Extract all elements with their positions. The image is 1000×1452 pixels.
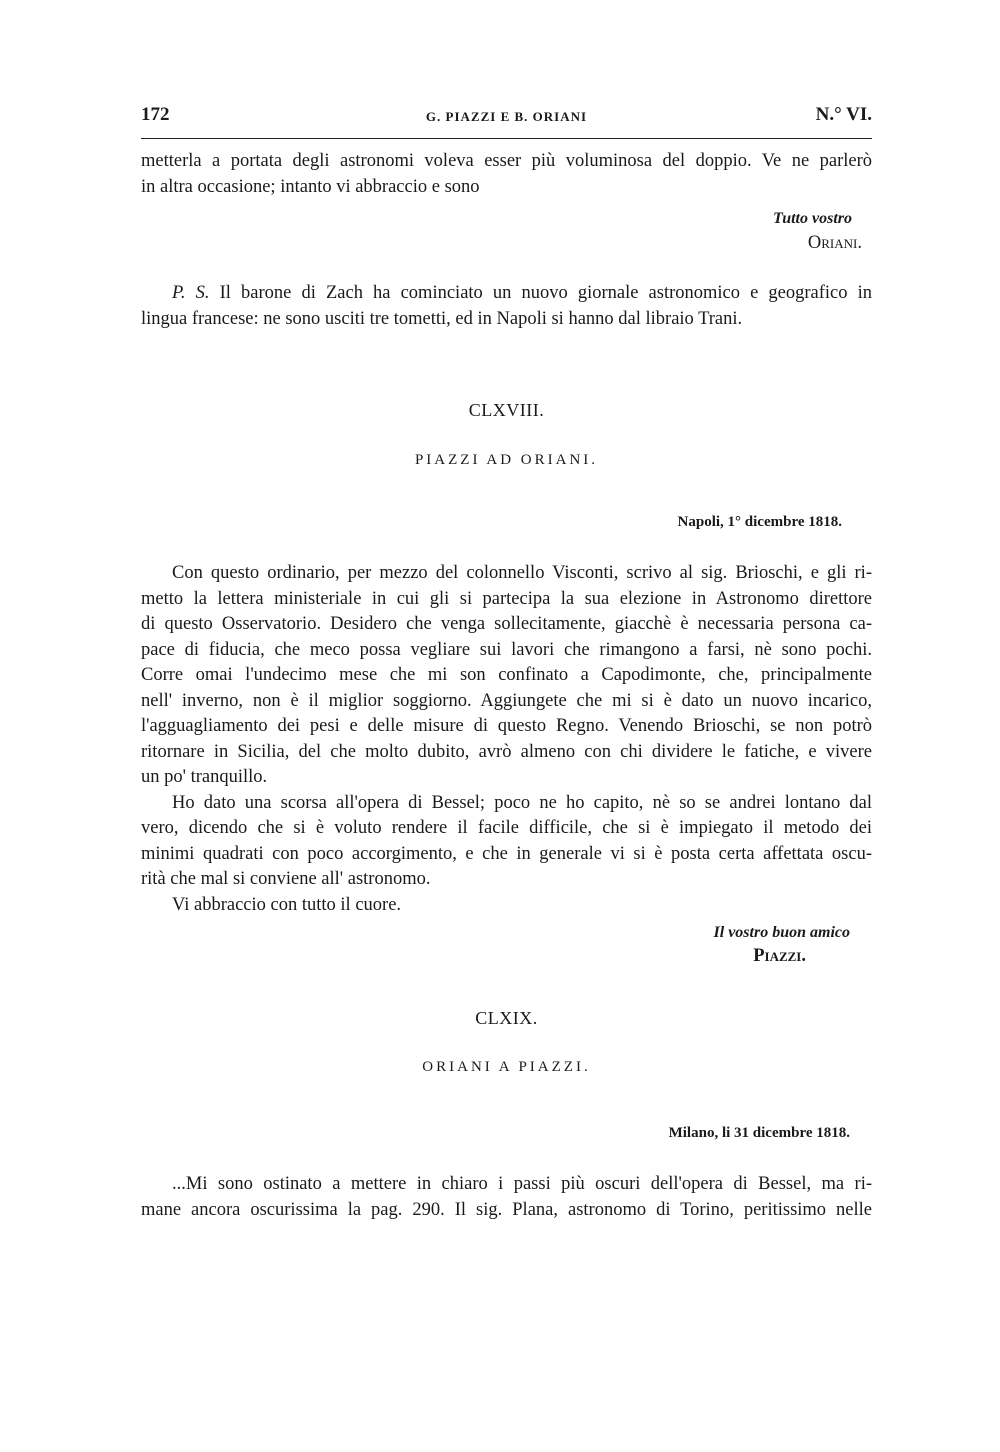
text-line: minimi quadrati con poco accorgimento, e che in generale vi si è posta certa affettata oscu- <box>141 843 872 864</box>
letter-date: Milano, li 31 dicembre 1818. <box>668 1125 850 1141</box>
text-line: Corre omai l'undecimo mese che mi son confinato a Capodimonte, che, principalmente <box>141 665 872 685</box>
closing-salutation: Tutto vostro <box>773 210 852 227</box>
letter-title: PIAZZI AD ORIANI. <box>414 452 599 468</box>
text-line: Con questo ordinario, per mezzo del colonnello Visconti, scrivo al sig. Brioschi, e gli ri- <box>172 563 872 583</box>
text-line: vero, dicendo che si è voluto rendere il facile difficile, che si è impiegato il metodo dei <box>141 818 872 838</box>
postscript <box>141 281 872 332</box>
signature: Piazzi. <box>753 946 806 966</box>
letter-number: CLXVIII. <box>468 400 545 420</box>
text-line: ...Mi sono ostinato a mettere in chiaro i passi più oscuri dell'opera di Bessel, ma ri- <box>172 1174 872 1194</box>
text-line: un po' tranquillo. <box>141 767 268 787</box>
running-header <box>141 104 872 130</box>
text-line: Vi abbraccio con tutto il cuore. <box>172 894 402 915</box>
letter-date: Napoli, 1° dicembre 1818. <box>677 514 842 530</box>
text-line <box>141 281 872 307</box>
text-line: pace di fiducia, che meco possa vegliare sui lavori che rimangono a farsi, nè sono pochi. <box>141 639 872 660</box>
text-line: metto la lettera ministeriale in cui gli si partecipa la sua elezione in Astronomo direttore <box>141 588 872 609</box>
text-line: nell' inverno, non è il miglior soggiorno. Aggiungete che mi si è dato un nuovo incarico, <box>141 690 872 711</box>
letter-title: ORIANI A PIAZZI. <box>422 1059 591 1075</box>
letter-number: CLXIX. <box>475 1008 538 1028</box>
section-number: N.° VI. <box>815 104 872 125</box>
text-line: lingua francese: ne sono usciti tre tometti, ed in Napoli si hanno dal libraio Trani. <box>141 308 743 329</box>
letter-body <box>141 561 872 918</box>
header-rule <box>141 138 872 139</box>
page-number: 172 <box>141 104 170 125</box>
text-line: in altra occasione; intanto vi abbraccio e sono <box>141 176 480 197</box>
letter-body <box>141 1172 872 1223</box>
running-title: G. PIAZZI E B. ORIANI <box>425 109 588 124</box>
signature: Oriani. <box>807 233 862 253</box>
text-line: l'agguagliamento dei pesi e delle misure di questo Regno. Venendo Brioschi, se non potrò <box>141 716 872 736</box>
closing-salutation: Il vostro buon amico <box>713 924 850 941</box>
ps-text: Il barone di Zach ha cominciato un nuovo giornale astronomico e geografico in <box>219 283 873 303</box>
text-line: Ho dato una scorsa all'opera di Bessel; poco ne ho capito, nè so se andrei lontano dal <box>172 792 872 813</box>
text-line: di questo Osservatorio. Desidero che venga sollecitamente, giacchè è necessaria persona ca- <box>141 614 872 634</box>
text-line: ritornare in Sicilia, del che molto dubito, avrò almeno con chi dividere le fatiche, e vivere <box>141 741 872 762</box>
text-line: metterla a portata degli astronomi voleva esser più voluminosa del doppio. Ve ne parlerò <box>141 151 872 171</box>
letter-continuation <box>141 149 872 200</box>
text-line: mane ancora oscurissima la pag. 290. Il sig. Plana, astronomo di Torino, peritissimo nelle <box>141 1199 872 1220</box>
ps-label: P. S. <box>172 283 210 303</box>
text-line: rità che mal si conviene all' astronomo. <box>141 869 431 889</box>
